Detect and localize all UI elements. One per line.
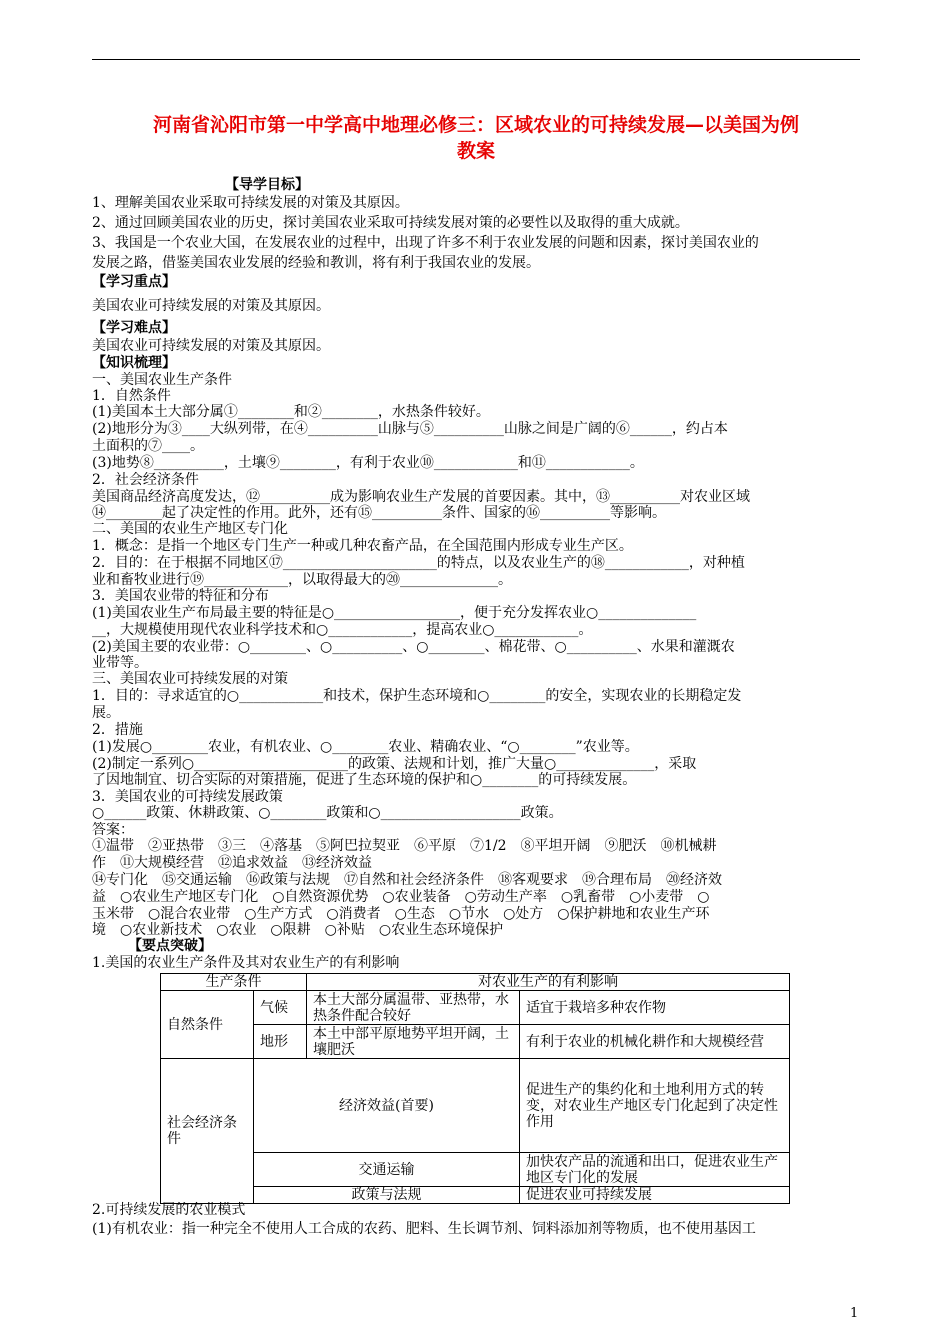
section-2: 二、美国的农业生产地区专门化 bbox=[92, 521, 288, 537]
section-3-1b: 展。 bbox=[92, 705, 120, 721]
section-2-1: 1．概念：是指一个地区专门生产一种或几种农畜产品，在全国范围内形成专业生产区。 bbox=[92, 538, 633, 554]
goal-3b: 发展之路，借鉴美国农业发展的经验和教训，将有利于我国农业的发展。 bbox=[92, 255, 540, 271]
heading-daoxue: 【导学目标】 bbox=[225, 177, 309, 193]
cell-transport: 交通运输 bbox=[254, 1153, 520, 1187]
conditions-table bbox=[160, 973, 790, 1204]
heading-nandian: 【学习难点】 bbox=[92, 320, 176, 336]
section-2-3d: 业带等。 bbox=[92, 655, 148, 671]
th-conditions: 生产条件 bbox=[161, 974, 307, 991]
cell-terrain: 地形 bbox=[254, 1025, 307, 1059]
section-2-3b: __，大规模使用现代农业科学技术和○____________，提高农业○____________。 bbox=[92, 622, 593, 638]
cell-natural: 自然条件 bbox=[161, 991, 254, 1059]
cell-climate-desc: 本土大部分属温带、亚热带，水热条件配合较好 bbox=[307, 991, 520, 1025]
section-2-2b: 业和畜牧业进行⑲____________，以取得最大的⑳______________。 bbox=[92, 572, 512, 588]
section-3-2b: (2)制定一系列○______________________的政策、法规和计划，推广大量○______________，采取 bbox=[92, 756, 697, 772]
heading-shuli: 【知识梳理】 bbox=[92, 355, 176, 371]
section-1-1a: (1)美国本土大部分属①________和②________，水热条件较好。 bbox=[92, 404, 490, 420]
cell-policy-effect: 促进农业可持续发展 bbox=[520, 1187, 790, 1204]
answers-line-1: ①温带 ②亚热带 ③三 ④落基 ⑤阿巴拉契亚 ⑥平原 ⑦1/2 ⑧平坦开阔 ⑨肥沃 ⑩机械耕 bbox=[92, 838, 717, 854]
zhongdian-text: 美国农业可持续发展的对策及其原因。 bbox=[92, 298, 330, 314]
section-2-2a: 2．目的：在于根据不同地区⑰______________________的特点，以及农业生产的⑱____________，对种植 bbox=[92, 555, 745, 571]
section-1-2a: 美国商品经济高度发达，⑫__________成为影响农业生产发展的首要因素。其中，⑬__________对农业区域 bbox=[92, 489, 750, 505]
cell-social: 社会经济条件 bbox=[161, 1059, 254, 1204]
cell-climate: 气候 bbox=[254, 991, 307, 1025]
section-2-3a: (1)美国农业生产布局最主要的特征是○__________________，便于充分发挥农业○______________ bbox=[92, 605, 697, 621]
goal-3a: 3、我国是一个农业大国，在发展农业的过程中，出现了许多不利于农业发展的问题和因素，探讨美国农业的 bbox=[92, 235, 759, 251]
section-1-2b: ⑭________起了决定性的作用。此外，还有⑮__________条件、国家的⑯__________等影响。 bbox=[92, 505, 666, 521]
title-line-2: 教案 bbox=[456, 140, 495, 162]
goal-2: 2、通过回顾美国农业的历史，探讨美国农业采取可持续发展对策的必要性以及取得的重大成就。 bbox=[92, 215, 689, 231]
th-effect: 对农业生产的有利影响 bbox=[307, 974, 790, 991]
section-1: 一、美国农业生产条件 bbox=[92, 372, 232, 388]
answers-line-3: ⑭专门化 ⑮交通运输 ⑯政策与法规 ⑰自然和社会经济条件 ⑱客观要求 ⑲合理布局 ⑳经济效 bbox=[92, 872, 722, 888]
section-2-3: 3．美国农业带的特征和分布 bbox=[92, 588, 269, 604]
tupo-1: 1.美国的农业生产条件及其对农业生产的有利影响 bbox=[92, 955, 400, 971]
cell-terrain-desc: 本土中部平原地势平坦开阔，土壤肥沃 bbox=[307, 1025, 520, 1059]
section-1-1b: (2)地形分为③____大纵列带，在④__________山脉与⑤__________山脉之间是广阔的⑥______，约占本 bbox=[92, 421, 728, 437]
title-line-1: 河南省沁阳市第一中学高中地理必修三：区域农业的可持续发展—以美国为例 bbox=[152, 114, 799, 136]
header-rule bbox=[92, 59, 860, 60]
section-3-2a: (1)发展○________农业，有机农业、○________农业、精确农业、“○________”农业等。 bbox=[92, 739, 639, 755]
goal-1: 1、理解美国农业采取可持续发展的对策及其原因。 bbox=[92, 195, 409, 211]
section-3-2: 2．措施 bbox=[92, 722, 143, 738]
answers-line-6: 境 ○农业新技术 ○农业 ○限耕 ○补贴 ○农业生态环境保护 bbox=[92, 922, 504, 938]
section-3-3: 3．美国农业的可持续发展政策 bbox=[92, 789, 283, 805]
section-1-1: 1．自然条件 bbox=[92, 388, 171, 404]
cell-climate-effect: 适宜于栽培多种农作物 bbox=[520, 991, 790, 1025]
heading-tupo: 【要点突破】 bbox=[128, 938, 212, 954]
cell-econ-effect: 促进生产的集约化和土地利用方式的转变，对农业生产地区专门化起到了决定性作用 bbox=[520, 1059, 790, 1153]
section-1-2: 2．社会经济条件 bbox=[92, 472, 199, 488]
tupo-2a: (1)有机农业：指一种完全不使用人工合成的农药、肥料、生长调节剂、饲料添加剂等物质，也不使用基因工 bbox=[92, 1221, 756, 1237]
heading-zhongdian: 【学习重点】 bbox=[92, 274, 176, 290]
section-1-1b2: 土面积的⑦____。 bbox=[92, 438, 204, 454]
section-2-3c: (2)美国主要的农业带：○________、○__________、○________、棉花带、○__________、水果和灌溉农 bbox=[92, 639, 735, 655]
section-3-3a: ○______政策、休耕政策、○________政策和○____________________政策。 bbox=[92, 805, 563, 821]
cell-transport-effect: 加快农产品的流通和出口，促进农业生产地区专门化的发展 bbox=[520, 1153, 790, 1187]
page-title bbox=[92, 112, 860, 164]
answers-line-2: 作 ⑪大规模经营 ⑫追求效益 ⑬经济效益 bbox=[92, 855, 372, 871]
section-3-2c: 了因地制宜、切合实际的对策措施，促进了生态环境的保护和○________的可持续发展。 bbox=[92, 772, 637, 788]
answers-line-5: 玉米带 ○混合农业带 ○生产方式 ○消费者 ○生态 ○节水 ○处方 ○保护耕地和农业生产环 bbox=[92, 906, 710, 922]
answers-heading: 答案： bbox=[92, 822, 134, 838]
nandian-text: 美国农业可持续发展的对策及其原因。 bbox=[92, 338, 330, 354]
section-3: 三、美国农业可持续发展的对策 bbox=[92, 671, 288, 687]
tupo-2: 2.可持续发展的农业模式 bbox=[92, 1202, 246, 1218]
answers-line-4: 益 ○农业生产地区专门化 ○自然资源优势 ○农业装备 ○劳动生产率 ○乳畜带 ○小麦带 ○ bbox=[92, 889, 710, 905]
cell-econ: 经济效益(首要) bbox=[254, 1059, 520, 1153]
cell-policy: 政策与法规 bbox=[254, 1187, 520, 1204]
cell-terrain-effect: 有利于农业的机械化耕作和大规模经营 bbox=[520, 1025, 790, 1059]
section-3-1a: 1．目的：寻求适宜的○____________和技术，保护生态环境和○________的安全，实现农业的长期稳定发 bbox=[92, 688, 742, 704]
page-number: 1 bbox=[850, 1306, 859, 1321]
section-1-1c: (3)地势⑧__________，土壤⑨________，有利于农业⑩____________和⑪____________。 bbox=[92, 455, 644, 471]
